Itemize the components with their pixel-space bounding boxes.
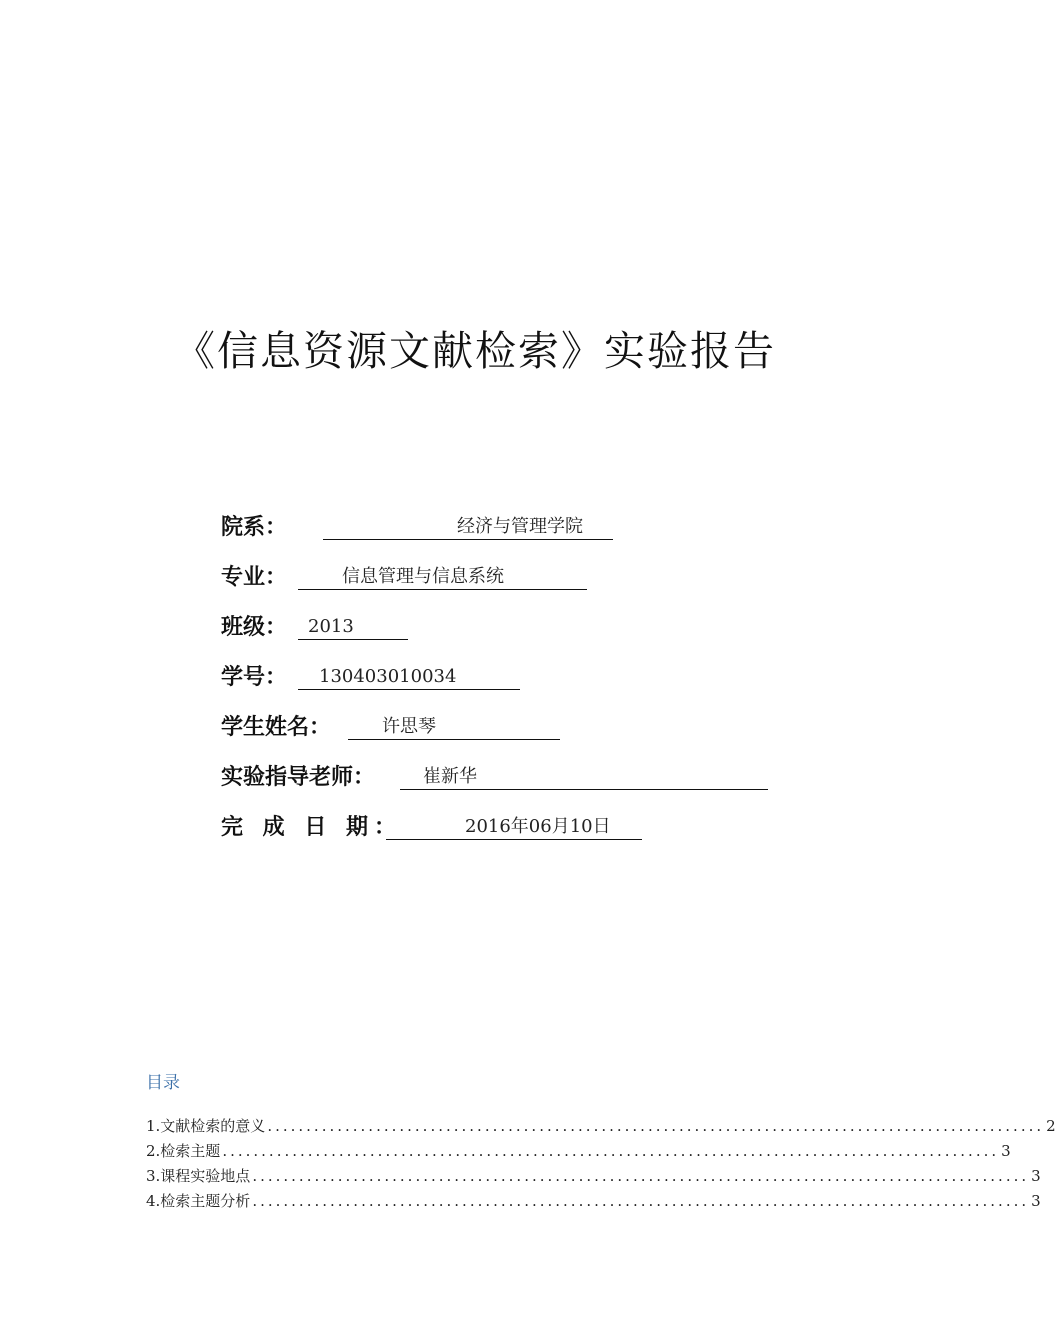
date-value: 2016年06月10日 (386, 814, 642, 840)
class-row (221, 607, 287, 643)
student-name-label: 学生姓名： (221, 715, 332, 740)
toc-item[interactable] (146, 1115, 1056, 1139)
toc-item-page: 2 (1046, 1117, 1056, 1135)
toc-leader-dots: .................................................................................................... (222, 1142, 1000, 1160)
toc-leader-dots: .................................................................................................... (252, 1192, 1030, 1210)
student-id-label: 学号： (221, 665, 288, 690)
instructor-value: 崔新华 (400, 764, 768, 790)
class-label: 班级： (221, 615, 288, 640)
toc-item-text: 1.文献检索的意义 (146, 1117, 266, 1135)
report-title: 《信息资源文献检索》实验报告 (174, 327, 776, 375)
toc-item-text: 3.课程实验地点 (146, 1167, 251, 1185)
date-row (221, 807, 402, 843)
toc-item-text: 4.检索主题分析 (146, 1192, 251, 1210)
department-row (221, 507, 287, 543)
major-value: 信息管理与信息系统 (298, 564, 587, 590)
toc-leader-dots: .................................................................................................... (267, 1117, 1045, 1135)
toc-item[interactable] (146, 1165, 1041, 1189)
toc-leader-dots: .................................................................................................... (252, 1167, 1030, 1185)
toc-item-page: 3 (1031, 1167, 1041, 1185)
toc-item-text: 2.检索主题 (146, 1142, 221, 1160)
class-value: 2013 (298, 614, 408, 640)
student-name-row (221, 707, 331, 743)
student-name-value: 许思琴 (348, 714, 560, 740)
department-value: 经济与管理学院 (323, 514, 613, 540)
toc-heading: 目录 (146, 1073, 180, 1093)
instructor-label: 实验指导老师： (221, 765, 376, 790)
student-id-value: 130403010034 (298, 664, 520, 690)
toc-item-page: 3 (1001, 1142, 1011, 1160)
major-label: 专业： (221, 565, 288, 590)
toc-item-page: 3 (1031, 1192, 1041, 1210)
toc-item[interactable] (146, 1140, 1011, 1164)
date-label: 完 成 日 期： (221, 815, 402, 840)
department-label: 院系： (221, 515, 288, 540)
student-id-row (221, 657, 287, 693)
toc-item[interactable] (146, 1190, 1041, 1214)
major-row (221, 557, 287, 593)
instructor-row (221, 757, 375, 793)
